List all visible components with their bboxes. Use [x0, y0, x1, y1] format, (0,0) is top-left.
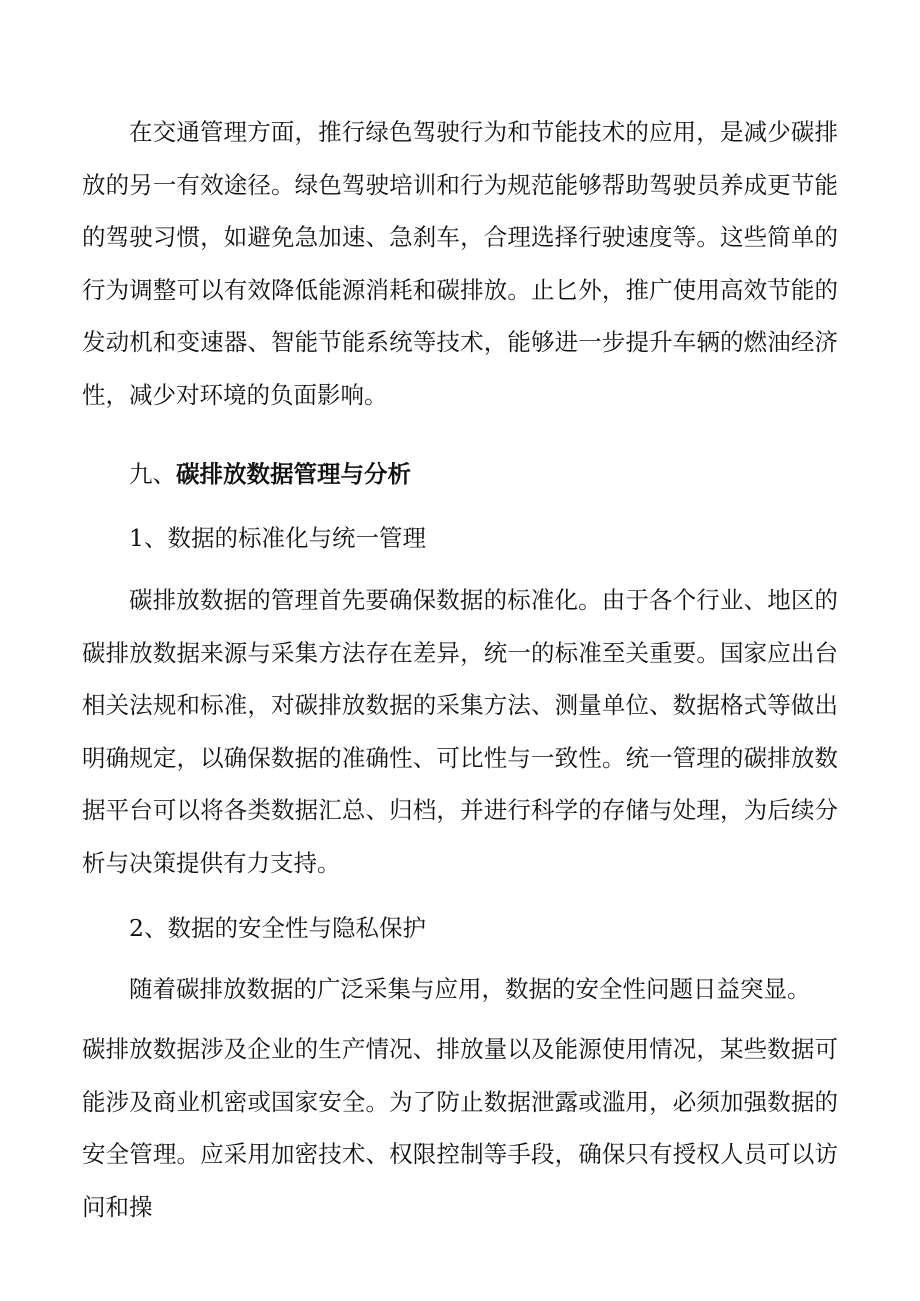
section-heading-carbon-data — [129, 448, 411, 501]
paragraph-security-body: 碳排放数据涉及企业的生产情况、排放量以及能源使用情况，某些数据可能涉及商业机密或国家安全。为了防止数据泄露或滥用，必须加强数据的安全管理。应采用加密技术、权限控制等手段，确保只有授权人员可以访问和操 — [82, 1035, 838, 1221]
paragraph-security-intro: 随着碳排放数据的广泛采集与应用，数据的安全性问题日益突显。 — [129, 975, 811, 1003]
section-title: 碳排放数据管理与分析 — [176, 460, 411, 488]
subheading-standardization: 1、数据的标准化与统一管理 — [129, 524, 426, 552]
subheading-security-privacy: 2、数据的安全性与隐私保护 — [129, 914, 426, 942]
paragraph-standardization: 碳排放数据的管理首先要确保数据的标准化。由于各个行业、地区的碳排放数据来源与采集方法存在差异，统一的标准至关重要。国家应出台相关法规和标准，对碳排放数据的采集方法、测量单位、数据格式等做出明确规定，以确保数据的准确性、可比性与一致性。统一管理的碳排放数据平台可以将各类数据汇总、归档，并进行科学的存储与处理，为后续分析与决策提供有力支持。 — [82, 586, 838, 877]
paragraph-traffic-management: 在交通管理方面，推行绿色驾驶行为和节能技术的应用，是减少碳排放的另一有效途径。绿色驾驶培训和行为规范能够帮助驾驶员养成更节能的驾驶习惯，如避免急加速、急刹车，合理选择行驶速度等。这些简单的行为调整可以有效降低能源消耗和碳排放。止匕外，推广使用高效节能的发动机和变速器、智能节能系统等技术，能够进一步提升车辆的燃油经济性，减少对环境的负面影响。 — [82, 118, 838, 409]
section-number: 九、 — [129, 460, 176, 488]
